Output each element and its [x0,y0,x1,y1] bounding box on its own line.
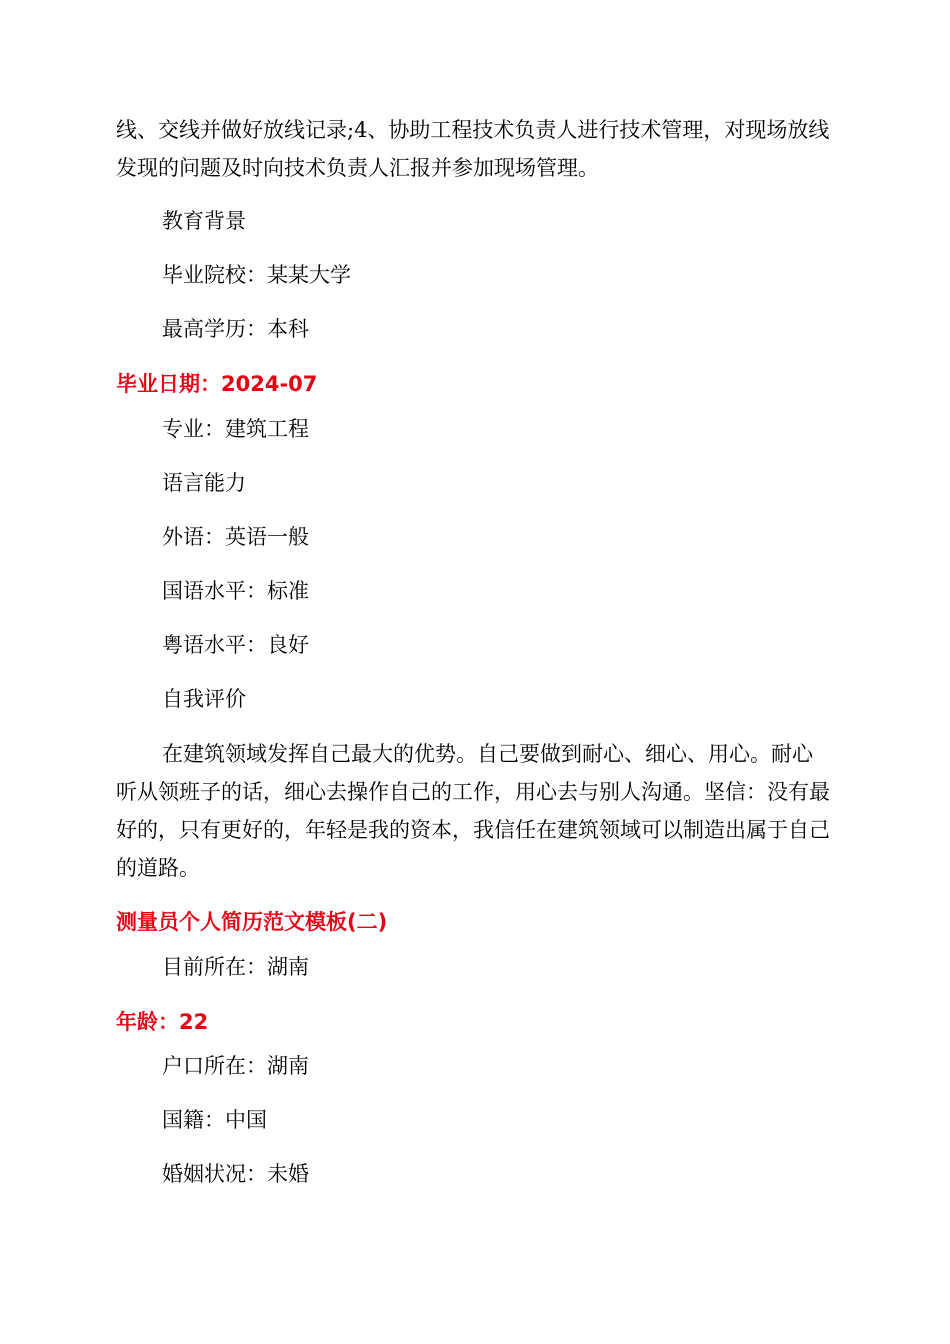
template-heading: 测量员个人简历范文模板(二) [116,910,388,934]
current-location-line: 目前所在：湖南 [162,955,309,979]
education-section-title: 教育背景 [162,209,246,233]
school-line: 毕业院校：某某大学 [162,263,351,287]
intro-paragraph: 线、交线并做好放线记录;4、协助工程技术负责人进行技术管理，对现场放线发现的问题及时向技术负责人汇报并参加现场管理。 [116,118,830,180]
cantonese-line: 粤语水平：良好 [162,633,309,657]
self-evaluation-paragraph: 在建筑领域发挥自己最大的优势。自己要做到耐心、细心、用心。耐心听从领班子的话，细心去操作自己的工作，用心去与别人沟通。坚信：没有最好的，只有更好的，年轻是我的资本，我信任在建筑领域可以制造出属于自己的道路。 [116,742,830,880]
graduation-date-heading: 毕业日期：2024-07 [116,372,318,396]
self-evaluation-title: 自我评价 [162,687,246,711]
degree-line: 最高学历：本科 [162,317,309,341]
mandarin-line: 国语水平：标准 [162,579,309,603]
foreign-language-line: 外语：英语一般 [162,525,309,549]
marital-status-line: 婚姻状况：未婚 [162,1162,309,1186]
language-section-title: 语言能力 [162,471,246,495]
hukou-line: 户口所在：湖南 [162,1054,309,1078]
nationality-line: 国籍：中国 [162,1108,267,1132]
major-line: 专业：建筑工程 [162,417,309,441]
age-heading: 年龄：22 [116,1010,209,1034]
